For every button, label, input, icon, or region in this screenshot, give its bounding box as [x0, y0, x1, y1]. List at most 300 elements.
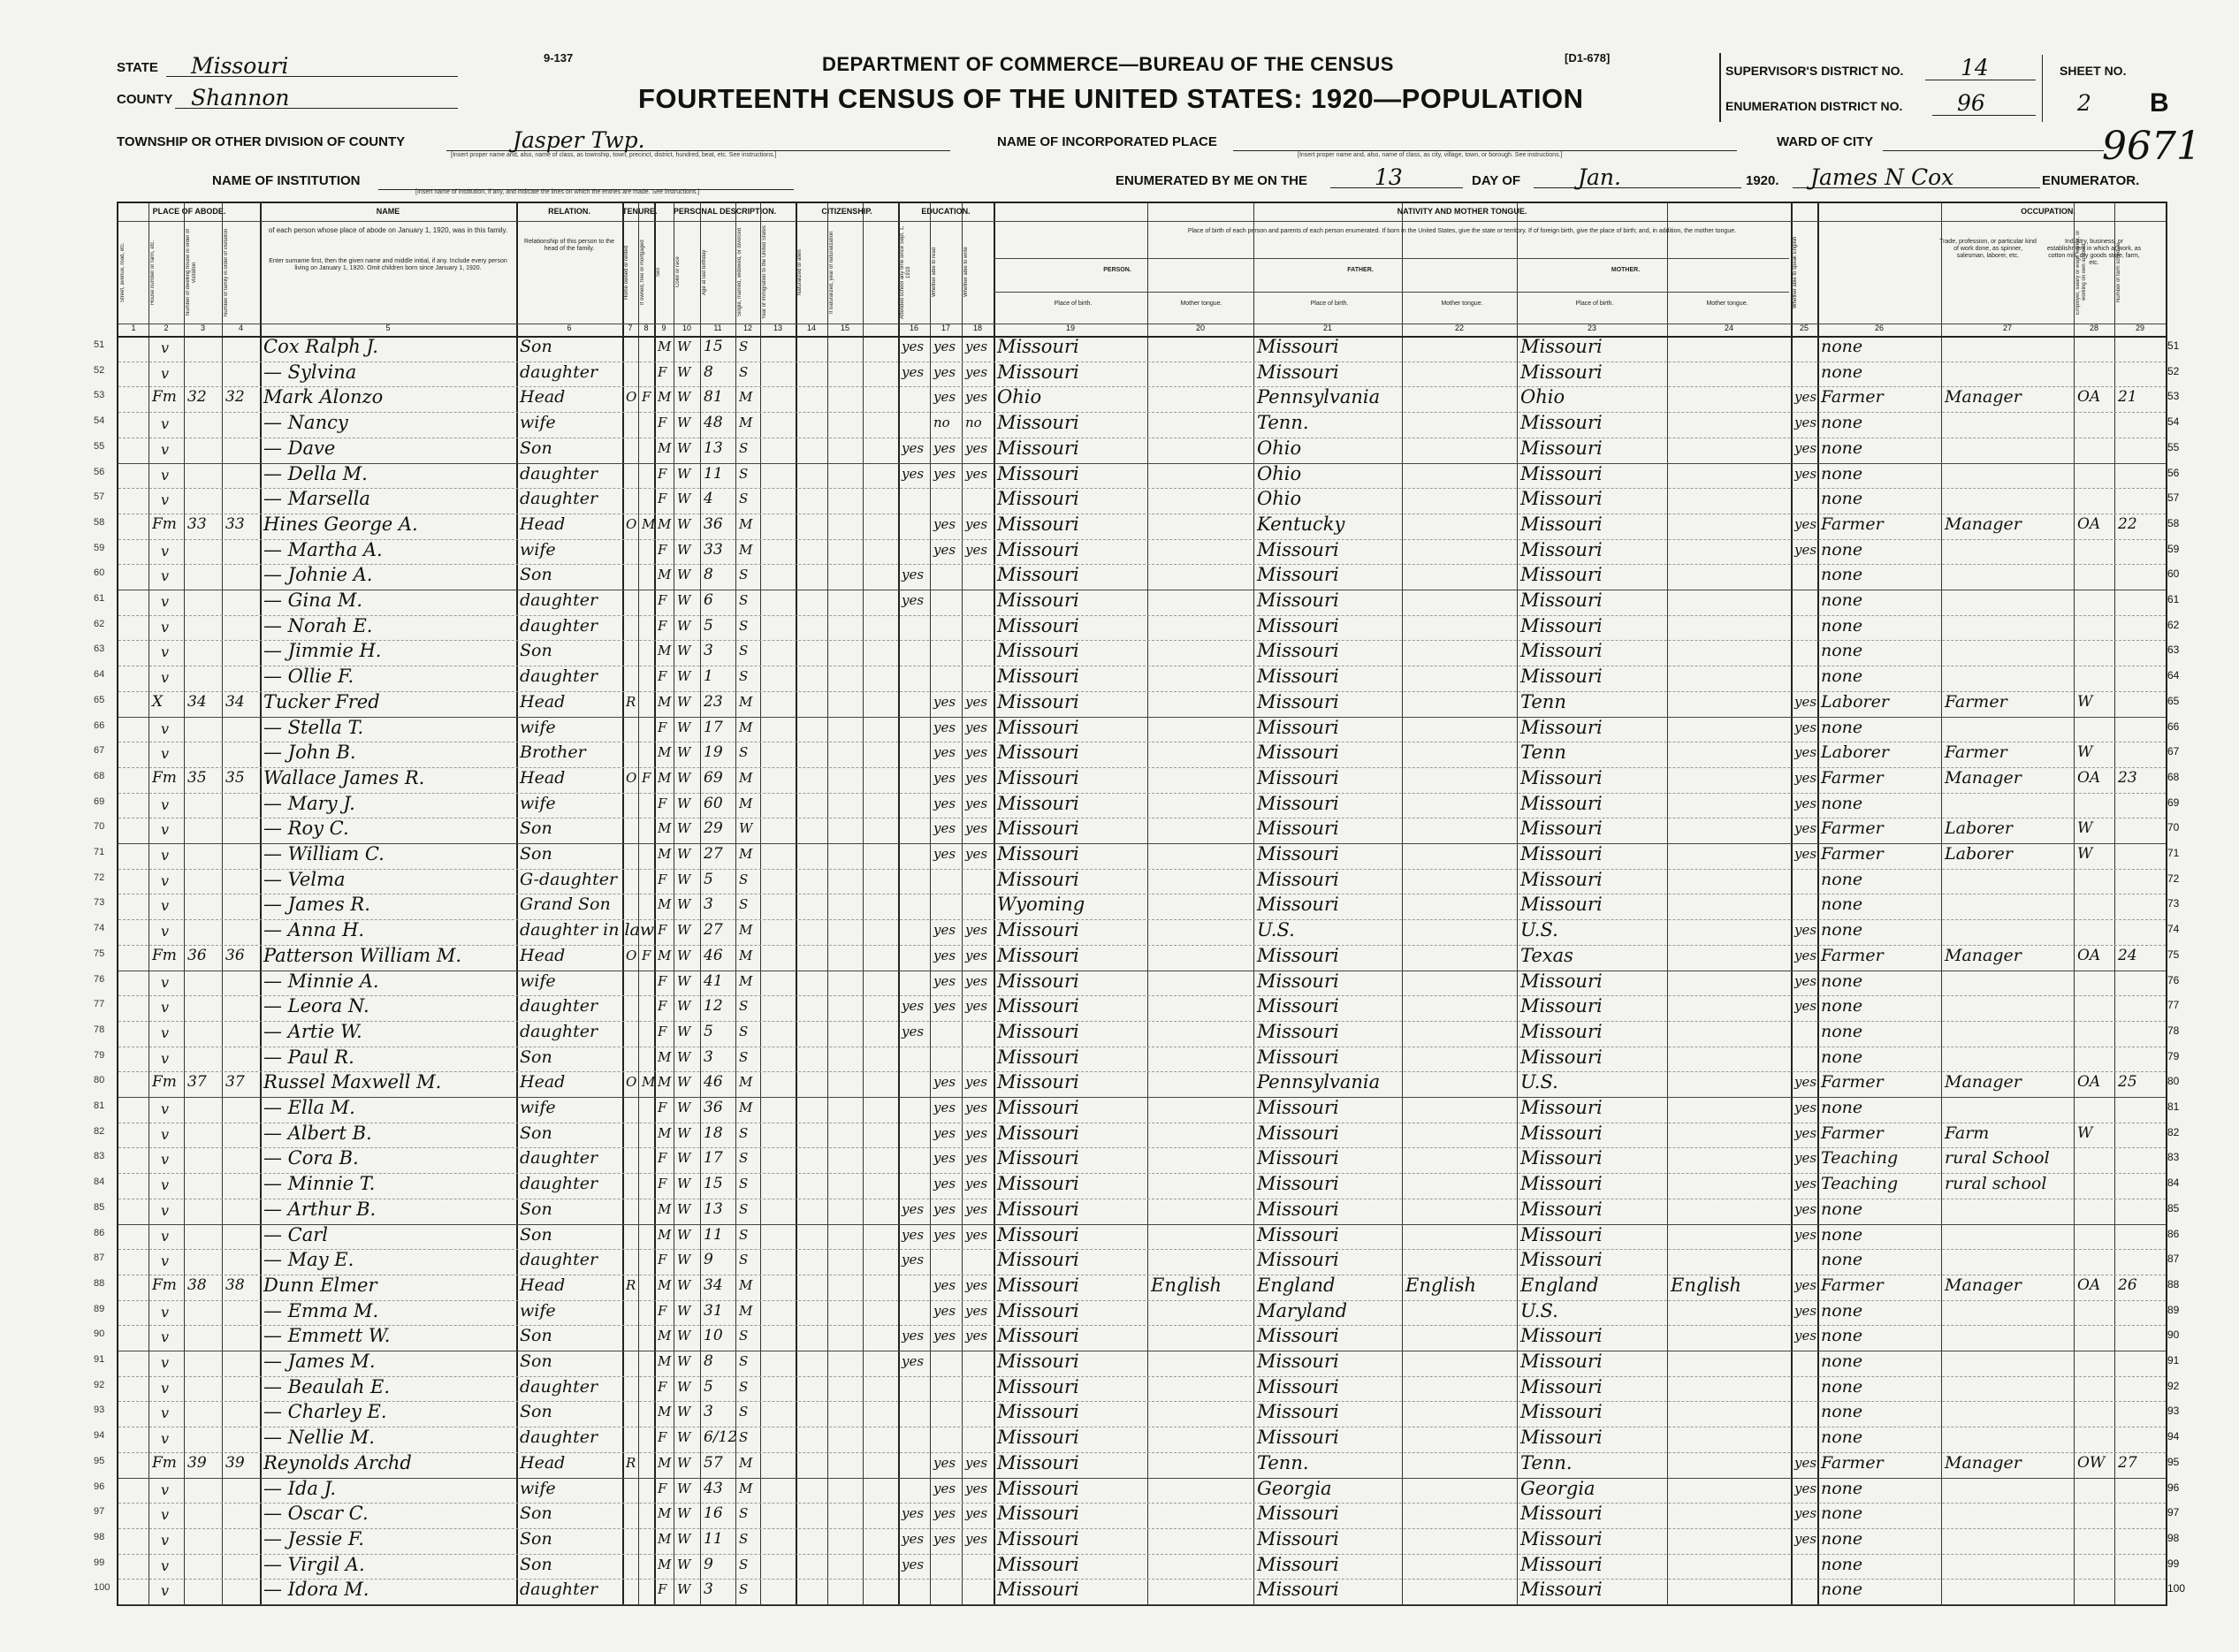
cell-fbirth: Missouri — [1257, 1527, 1339, 1549]
cell-birth: Missouri — [997, 1122, 1079, 1144]
line-number-right: 85 — [2167, 1201, 2180, 1214]
column-number: 15 — [840, 324, 849, 332]
line-number-right: 93 — [2167, 1405, 2180, 1418]
cell-family: 38 — [225, 1275, 245, 1294]
cell-mbirth: Georgia — [1520, 1477, 1595, 1499]
cell-marital: M — [739, 795, 753, 811]
column-number: 16 — [909, 324, 918, 332]
grid-column-line — [1667, 203, 1668, 1604]
cell-age: 12 — [704, 997, 723, 1016]
cell-marital: S — [739, 998, 749, 1015]
column-number: 22 — [1454, 324, 1464, 332]
line-number-left: 84 — [94, 1176, 105, 1188]
cell-read: yes — [933, 339, 956, 354]
cell-age: 3 — [704, 1403, 713, 1421]
cell-marital: S — [739, 1252, 749, 1268]
cell-relation: Head — [520, 1452, 566, 1473]
cell-race: W — [677, 1176, 691, 1192]
cell-sex: F — [658, 972, 667, 989]
cell-mbirth: Missouri — [1520, 792, 1603, 814]
grid-column-line — [222, 203, 223, 1604]
cell-english: yes — [1794, 389, 1817, 406]
line-number-right: 55 — [2167, 440, 2180, 453]
cell-write: yes — [965, 465, 988, 482]
cell-relation: daughter — [520, 666, 598, 687]
cell-age: 8 — [704, 566, 713, 584]
cell-trade: none — [1821, 1351, 1863, 1371]
cell-birth: Missouri — [997, 919, 1079, 941]
cell-fbirth: Missouri — [1257, 564, 1339, 586]
cell-read: yes — [933, 1505, 956, 1522]
cell-write: yes — [965, 541, 988, 558]
cell-relation: daughter — [520, 996, 598, 1016]
cell-write: yes — [965, 820, 988, 837]
cell-trade: none — [1821, 565, 1863, 585]
cell-industry: Manager — [1945, 514, 2022, 534]
line-number-right: 62 — [2167, 618, 2180, 631]
cell-sex: F — [658, 617, 667, 634]
cell-dwelling: 36 — [187, 946, 207, 964]
cell-trade: Farmer — [1821, 387, 1884, 407]
cell-birth: Missouri — [997, 1046, 1079, 1068]
small-column-header: If naturalized, year of naturalization — [829, 231, 834, 314]
stamp-number: 9671 — [2102, 124, 2201, 169]
cell-birth: Missouri — [997, 1274, 1079, 1296]
column-number: 27 — [2002, 324, 2012, 332]
cell-mbirth: Missouri — [1520, 361, 1603, 383]
cell-relation: Son — [520, 818, 552, 839]
cell-age: 3 — [704, 1047, 713, 1066]
cell-age: 11 — [704, 1225, 723, 1244]
cell-read: yes — [933, 1276, 956, 1293]
check-mark: v — [161, 1227, 170, 1245]
cell-race: W — [677, 1048, 691, 1065]
cell-trade: none — [1821, 1478, 1863, 1498]
cell-farm: 24 — [2118, 946, 2137, 964]
cell-name: — Jimmie H. — [263, 640, 382, 662]
cell-relation: wife — [520, 793, 556, 813]
cell-trade: none — [1821, 615, 1863, 636]
check-mark: v — [161, 745, 170, 763]
cell-age: 5 — [704, 870, 713, 888]
cell-race: W — [677, 1454, 691, 1471]
cell-relation: daughter — [520, 1250, 598, 1270]
enumerated-day: 13 — [1375, 164, 1403, 190]
cell-emp: OA — [2077, 946, 2101, 964]
check-mark: v — [161, 1481, 170, 1498]
cell-write: yes — [965, 1530, 988, 1547]
cell-sex: M — [658, 1353, 672, 1369]
cell-read: yes — [933, 515, 956, 532]
cell-english: yes — [1794, 439, 1817, 456]
cell-marital: M — [739, 922, 753, 939]
line-number-right: 76 — [2167, 973, 2180, 986]
cell-race: W — [677, 1252, 691, 1268]
cell-emp: W — [2077, 845, 2093, 863]
line-number-left: 60 — [94, 567, 105, 579]
small-column-header: Year of immigration to the United States — [762, 225, 767, 319]
cell-mbirth: Missouri — [1520, 614, 1603, 636]
cell-relation: wife — [520, 539, 556, 560]
column-number: 4 — [238, 324, 243, 332]
cell-age: 6/12 — [704, 1428, 738, 1447]
line-number-right: 56 — [2167, 466, 2180, 479]
cell-race: W — [677, 592, 691, 608]
cell-race: W — [677, 1150, 691, 1167]
check-mark: v — [161, 1430, 170, 1448]
check-mark: v — [161, 440, 170, 458]
cell-fbirth: Missouri — [1257, 1249, 1339, 1271]
column-number: 24 — [1724, 324, 1733, 332]
grid-column-line — [1147, 203, 1148, 1604]
cell-school: yes — [902, 998, 925, 1015]
cell-own: O — [626, 769, 637, 786]
cell-marital: W — [739, 820, 753, 837]
cell-name: — Ella M. — [263, 1097, 355, 1118]
cell-industry: Laborer — [1945, 844, 2013, 864]
cell-english: yes — [1794, 541, 1817, 558]
cell-mbirth: Missouri — [1520, 1097, 1603, 1118]
cell-write: yes — [965, 1276, 988, 1293]
cell-birth: Missouri — [997, 1071, 1079, 1093]
cell-mbirth: Missouri — [1520, 716, 1603, 738]
line-number-right: 51 — [2167, 339, 2180, 352]
cell-trade: none — [1821, 1300, 1863, 1321]
cell-mbirth: Missouri — [1520, 564, 1603, 586]
cell-english: yes — [1794, 1328, 1817, 1344]
cell-name: — Dave — [263, 437, 336, 459]
line-number-right: 98 — [2167, 1531, 2180, 1544]
trade-col-desc: Trade, profession, or particular kind of work done, as spinner, salesman, laborer, etc. — [1939, 239, 2037, 259]
cell-industry: Farmer — [1945, 742, 2007, 763]
cell-read: yes — [933, 998, 956, 1015]
cell-read: yes — [933, 465, 956, 482]
check-mark: v — [161, 1100, 170, 1117]
cell-trade: none — [1821, 971, 1863, 991]
cell-own: O — [626, 1074, 637, 1091]
column-number: 2 — [164, 324, 169, 332]
group-education: EDUCATION. — [921, 207, 971, 216]
cell-name: — Paul R. — [263, 1046, 354, 1068]
cell-race: W — [677, 719, 691, 735]
small-column-header: Whether able to read — [932, 247, 937, 298]
cell-fbirth: Missouri — [1257, 1122, 1339, 1144]
cell-fbirth: Missouri — [1257, 716, 1339, 738]
line-number-right: 75 — [2167, 948, 2180, 961]
cell-relation: daughter — [520, 1427, 598, 1448]
cell-birth: Ohio — [997, 386, 1042, 408]
column-number: 10 — [682, 324, 691, 332]
column-number: 14 — [806, 324, 816, 332]
cell-age: 31 — [704, 1301, 723, 1320]
nativity-col-desc: Place of birth of each person and parents of each person enumerated. If born in the United States, give the state or territory. If of foreign birth, give the place of birth; and, in addition, the mother tongue. — [1187, 228, 1737, 234]
cell-race: W — [677, 643, 691, 659]
cell-age: 19 — [704, 743, 723, 762]
grid-column-line — [516, 203, 518, 1604]
cell-race: W — [677, 389, 691, 406]
check-mark: v — [161, 1049, 170, 1067]
cell-race: W — [677, 1429, 691, 1446]
cell-school: yes — [902, 339, 925, 354]
cell-fbirth: Missouri — [1257, 742, 1339, 764]
cell-sex: M — [658, 1276, 672, 1293]
small-column-header: Whether able to speak English — [1793, 236, 1798, 308]
cell-sex: M — [658, 1200, 672, 1217]
line-number-right: 65 — [2167, 694, 2180, 707]
check-mark: v — [161, 593, 170, 610]
mt-head-2: Mother tongue. — [1441, 301, 1483, 307]
cell-dwelling: 32 — [187, 388, 207, 407]
check-mark: v — [161, 542, 170, 560]
cell-sex: M — [658, 1124, 672, 1141]
column-number: 1 — [131, 324, 136, 332]
cell-family: 33 — [225, 514, 245, 533]
cell-industry: Manager — [1945, 945, 2022, 965]
cell-mbirth: Tenn. — [1520, 1451, 1573, 1473]
cell-name: — Roy C. — [263, 818, 349, 840]
grid-column-line — [654, 203, 656, 1604]
cell-birth: Missouri — [997, 437, 1079, 459]
mt-head-3: Mother tongue. — [1706, 301, 1748, 307]
cell-trade: Farmer — [1821, 1072, 1884, 1092]
cell-english: yes — [1794, 693, 1817, 710]
sheet-divider — [2042, 55, 2043, 122]
cell-mbirth: Missouri — [1520, 1173, 1603, 1195]
cell-birth: Missouri — [997, 590, 1079, 611]
cell-school: yes — [902, 363, 925, 380]
cell-relation: daughter — [520, 1174, 598, 1194]
cell-mbirth: Missouri — [1520, 868, 1603, 890]
cell-name: — John B. — [263, 742, 356, 764]
cell-mbirth: U.S. — [1520, 1071, 1558, 1093]
cell-name: — Nellie M. — [263, 1427, 375, 1449]
cell-read: yes — [933, 769, 956, 786]
cell-sex: M — [658, 1505, 672, 1522]
column-number: 8 — [644, 324, 649, 332]
line-number-right: 81 — [2167, 1100, 2180, 1113]
cell-sex: M — [658, 439, 672, 456]
check-mark: v — [161, 1125, 170, 1143]
grid-column-line — [898, 203, 900, 1604]
line-number-right: 99 — [2167, 1557, 2180, 1570]
cell-race: W — [677, 1100, 691, 1115]
grid-column-line — [1817, 203, 1819, 1604]
cell-mort: M — [642, 1074, 656, 1091]
cell-read: yes — [933, 719, 956, 735]
cell-age: 18 — [704, 1123, 723, 1142]
grid-column-line — [1517, 203, 1518, 1604]
cell-write: yes — [965, 339, 988, 354]
institution-note: [Insert name of institution, if any, and indicate the lines on which the entries are made. See instructions.] — [415, 189, 700, 195]
cell-sex: M — [658, 1226, 672, 1243]
cell-fbirth: Missouri — [1257, 843, 1339, 864]
cell-industry: Manager — [1945, 1452, 2022, 1473]
cell-fbirth: Missouri — [1257, 1325, 1339, 1347]
column-number: 20 — [1195, 324, 1205, 332]
cell-english: yes — [1794, 1124, 1817, 1141]
cell-own: R — [626, 693, 636, 710]
cell-age: 3 — [704, 895, 713, 914]
cell-dwelling: 37 — [187, 1073, 207, 1092]
county-field — [175, 85, 458, 109]
cell-trade: none — [1821, 666, 1863, 687]
cell-race: W — [677, 744, 691, 761]
ward-field — [1883, 127, 2104, 151]
cell-mbirth: Missouri — [1520, 1122, 1603, 1144]
year-value: 1920. — [1746, 173, 1779, 188]
line-number-left: 54 — [94, 415, 105, 427]
cell-birth: Missouri — [997, 1097, 1079, 1118]
grid-column-line — [260, 203, 262, 1604]
cell-race: W — [677, 1074, 691, 1091]
line-number-right: 70 — [2167, 821, 2180, 834]
check-mark: v — [161, 466, 170, 483]
small-column-header: House number or farm, etc. — [150, 240, 156, 305]
cell-english: yes — [1794, 1074, 1817, 1091]
cell-industry: rural School — [1945, 1148, 2050, 1169]
cell-sex: F — [658, 795, 667, 811]
cell-industry: rural school — [1945, 1174, 2047, 1194]
cell-mort: F — [642, 769, 651, 786]
check-mark: v — [161, 1176, 170, 1194]
cell-mbirth: Missouri — [1520, 1020, 1603, 1042]
column-number: 28 — [2089, 324, 2098, 332]
cell-marital: S — [739, 1530, 749, 1547]
line-number-right: 79 — [2167, 1049, 2180, 1062]
cell-english: yes — [1794, 515, 1817, 532]
cell-birth: Missouri — [997, 1325, 1079, 1347]
cell-marital: S — [739, 871, 749, 887]
column-number: 17 — [941, 324, 950, 332]
cell-age: 27 — [704, 845, 723, 863]
cell-sex: M — [658, 567, 672, 583]
cell-name: — Jessie F. — [263, 1527, 364, 1549]
cell-name: — James R. — [263, 894, 370, 916]
cell-mbirth: Missouri — [1520, 1401, 1603, 1423]
cell-birth: Missouri — [997, 818, 1079, 840]
cell-emp: W — [2077, 692, 2093, 711]
check-mark: v — [161, 923, 170, 940]
cell-name: — Emma M. — [263, 1299, 379, 1321]
cell-race: W — [677, 617, 691, 634]
cell-trade: none — [1821, 590, 1863, 610]
cell-farm: 27 — [2118, 1453, 2137, 1472]
line-number-left: 90 — [94, 1328, 105, 1340]
cell-fbirth: Missouri — [1257, 1198, 1339, 1220]
grid-column-line — [827, 203, 828, 1604]
cell-birth: Missouri — [997, 792, 1079, 814]
small-column-header: Number of family in order of visitation — [224, 228, 229, 316]
cell-marital: M — [739, 846, 753, 862]
cell-name: — Leora N. — [263, 995, 369, 1017]
cell-age: 34 — [704, 1275, 723, 1294]
cell-mbirth: Missouri — [1520, 894, 1603, 916]
cell-mbirth: Missouri — [1520, 766, 1603, 788]
cell-emp: OA — [2077, 768, 2101, 787]
cell-relation: wife — [520, 717, 556, 737]
cell-race: W — [677, 769, 691, 786]
cell-marital: M — [739, 541, 753, 558]
cell-english: yes — [1794, 1480, 1817, 1496]
check-mark: v — [161, 1531, 170, 1549]
cell-school: yes — [902, 1328, 925, 1344]
check-mark: v — [161, 1024, 170, 1041]
cell-mbirth: Missouri — [1520, 1351, 1603, 1372]
cell-marital: M — [739, 769, 753, 786]
line-number-right: 53 — [2167, 390, 2180, 403]
cell-age: 8 — [704, 362, 713, 381]
cell-fbirth: Missouri — [1257, 590, 1339, 611]
cell-write: yes — [965, 1200, 988, 1217]
cell-marital: S — [739, 439, 749, 456]
pob-head-3: Place of birth. — [1575, 301, 1614, 307]
cell-birth: Missouri — [997, 1375, 1079, 1397]
cell-race: W — [677, 1276, 691, 1293]
cell-sex: M — [658, 1328, 672, 1344]
grid-column-line — [994, 203, 995, 1604]
column-number: 29 — [2135, 324, 2144, 332]
cell-fbirth: Missouri — [1257, 1401, 1339, 1423]
cell-name: — Martha A. — [263, 538, 383, 560]
cell-relation: wife — [520, 971, 556, 991]
pob-head-1: Place of birth. — [1054, 301, 1093, 307]
cell-trade: none — [1821, 1427, 1863, 1448]
township-note: [Insert proper name and, also, name of class, as township, town, precinct, district, hundred, beat, etc. See instructions.] — [451, 152, 777, 158]
cell-farm: 25 — [2118, 1073, 2137, 1092]
cell-age: 15 — [704, 338, 723, 355]
cell-mbirth: Missouri — [1520, 437, 1603, 459]
cell-english: yes — [1794, 972, 1817, 989]
cell-fbirth: Ohio — [1257, 437, 1302, 459]
cell-mbirth: Missouri — [1520, 666, 1603, 688]
cell-own: O — [626, 389, 637, 406]
cell-sex: M — [658, 1048, 672, 1065]
cell-write: yes — [965, 1302, 988, 1319]
township-value: Jasper Twp. — [513, 127, 645, 153]
cell-fbirth: Missouri — [1257, 1046, 1339, 1068]
cell-mbirth: Missouri — [1520, 513, 1603, 535]
cell-age: 16 — [704, 1504, 723, 1523]
cell-marital: S — [739, 896, 749, 913]
check-mark: v — [161, 1201, 170, 1219]
cell-relation: daughter — [520, 590, 598, 610]
line-number-right: 54 — [2167, 415, 2180, 429]
cell-birth: Missouri — [997, 488, 1079, 510]
cell-trade: Farmer — [1821, 514, 1884, 534]
line-number-left: 58 — [94, 516, 105, 528]
cell-sex: F — [658, 668, 667, 685]
cell-fbirth: Missouri — [1257, 1553, 1339, 1575]
incorporated-field — [1233, 127, 1737, 151]
cell-relation: Son — [520, 1528, 552, 1549]
cell-trade: Laborer — [1821, 742, 1889, 763]
grid-column-line — [796, 203, 797, 1604]
cell-age: 6 — [704, 591, 713, 609]
line-number-left: 78 — [94, 1024, 105, 1035]
small-column-header: Color or race — [675, 256, 681, 288]
line-number-left: 92 — [94, 1379, 105, 1390]
cell-sex: F — [658, 922, 667, 939]
cell-farm: 22 — [2118, 514, 2137, 533]
cell-race: W — [677, 896, 691, 913]
cell-write: yes — [965, 744, 988, 761]
cell-name: — William C. — [263, 843, 385, 864]
cell-marital: M — [739, 1480, 753, 1496]
cell-fbirth: England — [1257, 1274, 1336, 1296]
cell-trade: none — [1821, 1528, 1863, 1549]
cell-birth: Missouri — [997, 336, 1079, 357]
cell-birth: Missouri — [997, 868, 1079, 890]
